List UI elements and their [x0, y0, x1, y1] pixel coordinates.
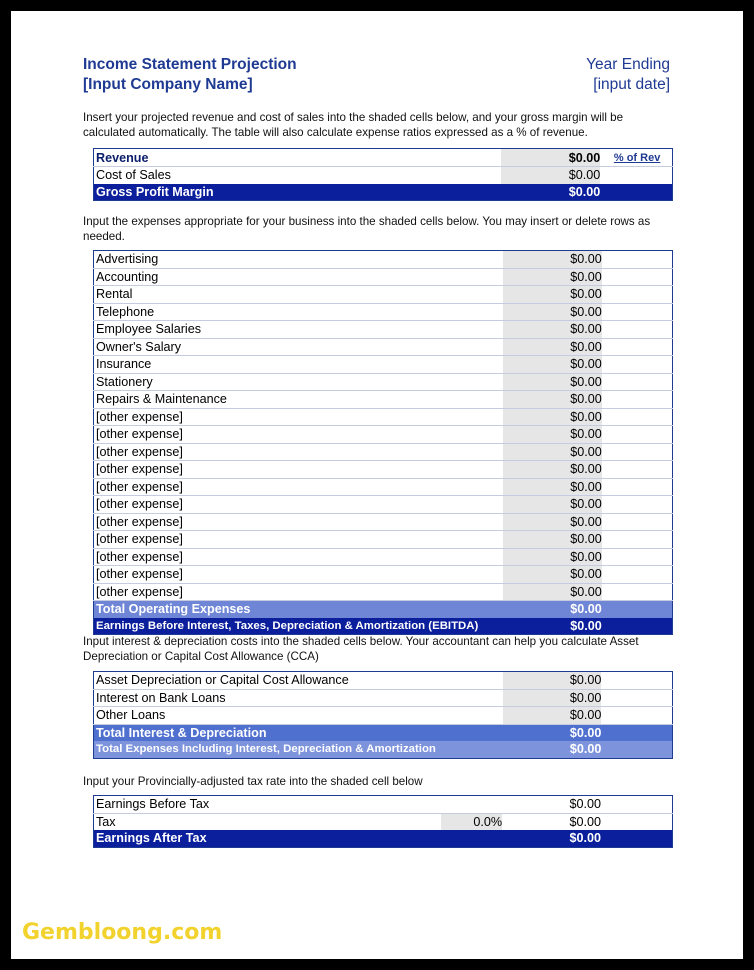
- expense-row: [94, 461, 673, 479]
- ebitda-pct: [602, 618, 673, 635]
- expense-label[interactable]: [other expense]: [94, 548, 504, 566]
- interest-item-pct: [601, 672, 672, 690]
- total-expenses-label: Total Expenses Including Interest, Depreciation & Amortization: [94, 741, 503, 758]
- revenue-value[interactable]: $0.00: [501, 149, 600, 167]
- earnings-before-tax-value: $0.00: [502, 796, 601, 814]
- total-expenses-value: $0.00: [503, 741, 602, 758]
- expense-row: [94, 496, 673, 514]
- pct-of-rev-link[interactable]: % of Rev: [613, 152, 661, 164]
- expense-value[interactable]: $0.00: [503, 391, 601, 409]
- cost-of-sales-pct: [600, 167, 672, 184]
- expense-pct: [602, 583, 673, 601]
- earnings-before-tax-pct: [601, 796, 672, 814]
- tax-pct: [601, 813, 672, 830]
- expense-pct: [602, 461, 673, 479]
- interest-item-value[interactable]: $0.00: [503, 689, 602, 707]
- expense-row: [94, 566, 673, 584]
- total-expenses-row: [94, 741, 673, 758]
- total-operating-expenses-pct: [602, 601, 673, 618]
- expense-label[interactable]: [other expense]: [94, 583, 504, 601]
- expense-row: [94, 286, 673, 304]
- expense-pct: [602, 391, 673, 409]
- interest-item-row: [94, 707, 673, 725]
- gross-profit-value: $0.00: [501, 184, 600, 201]
- expense-value[interactable]: $0.00: [503, 531, 601, 549]
- expense-row: [94, 338, 673, 356]
- expense-value[interactable]: $0.00: [503, 356, 601, 374]
- interest-item-value[interactable]: $0.00: [503, 707, 602, 725]
- tax-instructions: Input your Provincially-adjusted tax rate into the shaded cell below: [83, 775, 423, 788]
- expense-label[interactable]: Employee Salaries: [94, 321, 504, 339]
- total-interest-pct: [601, 724, 672, 741]
- expense-label[interactable]: [other expense]: [94, 426, 504, 444]
- expense-label[interactable]: Rental: [94, 286, 504, 304]
- total-interest-row: [94, 724, 673, 741]
- expenses-table: [93, 250, 673, 635]
- expense-pct: [602, 356, 673, 374]
- expense-value[interactable]: $0.00: [503, 583, 601, 601]
- revenue-label: Revenue: [94, 149, 501, 167]
- expense-value[interactable]: $0.00: [503, 373, 601, 391]
- cost-of-sales-value[interactable]: $0.00: [501, 167, 600, 184]
- interest-item-row: [94, 689, 673, 707]
- expense-value[interactable]: $0.00: [503, 268, 601, 286]
- cost-of-sales-row: [94, 167, 673, 184]
- expense-label[interactable]: [other expense]: [94, 566, 504, 584]
- earnings-after-tax-pct: [601, 830, 672, 847]
- interest-item-pct: [601, 707, 672, 725]
- interest-item-label[interactable]: Other Loans: [94, 707, 503, 725]
- total-interest-label: Total Interest & Depreciation: [94, 724, 503, 741]
- expense-row: [94, 583, 673, 601]
- expense-label[interactable]: [other expense]: [94, 478, 504, 496]
- revenue-row: [94, 149, 673, 167]
- earnings-after-tax-row: [94, 830, 673, 847]
- expense-pct: [602, 286, 673, 304]
- expense-row: [94, 303, 673, 321]
- tax-label: Tax: [96, 814, 116, 829]
- tax-row: [94, 813, 673, 830]
- revenue-table: [93, 148, 673, 201]
- total-operating-expenses-label: Total Operating Expenses: [94, 601, 504, 618]
- expense-pct: [602, 513, 673, 531]
- expense-label[interactable]: Repairs & Maintenance: [94, 391, 504, 409]
- year-block: [586, 55, 670, 95]
- expense-value[interactable]: $0.00: [503, 251, 601, 269]
- expense-label[interactable]: [other expense]: [94, 443, 504, 461]
- expense-value[interactable]: $0.00: [503, 478, 601, 496]
- expense-row: [94, 321, 673, 339]
- watermark-text: Gembloong.com: [22, 920, 223, 945]
- expense-pct: [602, 251, 673, 269]
- company-name[interactable]: [Input Company Name]: [83, 76, 253, 93]
- expense-pct: [602, 426, 673, 444]
- earnings-before-tax-spacer: [441, 796, 503, 814]
- expense-row: [94, 391, 673, 409]
- expense-value[interactable]: $0.00: [503, 286, 601, 304]
- ebitda-label: Earnings Before Interest, Taxes, Depreciation & Amortization (EBITDA): [94, 618, 504, 635]
- gross-profit-label: Gross Profit Margin: [94, 184, 501, 201]
- earnings-after-tax-value: $0.00: [502, 830, 601, 847]
- total-interest-value: $0.00: [503, 724, 602, 741]
- expense-pct: [602, 408, 673, 426]
- total-operating-expenses-row: [94, 601, 673, 618]
- expense-pct: [602, 303, 673, 321]
- interest-instructions: Input interest & depreciation costs into the shaded cells below. Your accountant can help you calculate Asset Depreciation or Capital Cost Allowance (CCA): [83, 635, 639, 663]
- interest-table: [93, 671, 673, 759]
- pct-of-rev-header: [600, 149, 672, 167]
- expense-row: [94, 426, 673, 444]
- expense-pct: [602, 373, 673, 391]
- expense-row: [94, 513, 673, 531]
- expense-value[interactable]: $0.00: [503, 426, 601, 444]
- expense-pct: [602, 566, 673, 584]
- expense-value[interactable]: $0.00: [503, 303, 601, 321]
- interest-item-row: [94, 672, 673, 690]
- expense-value[interactable]: $0.00: [503, 443, 601, 461]
- earnings-after-tax-label: Earnings After Tax: [94, 830, 441, 847]
- expense-value[interactable]: $0.00: [503, 408, 601, 426]
- expense-label[interactable]: [other expense]: [94, 461, 504, 479]
- expense-row: [94, 251, 673, 269]
- page-title: Income Statement Projection: [83, 56, 297, 73]
- expense-row: [94, 531, 673, 549]
- expense-label[interactable]: [other expense]: [94, 531, 504, 549]
- expense-pct: [602, 321, 673, 339]
- expense-value[interactable]: $0.00: [503, 321, 601, 339]
- expense-pct: [602, 496, 673, 514]
- expense-label[interactable]: Owner's Salary: [94, 338, 504, 356]
- year-ending-label: Year Ending: [586, 56, 670, 73]
- expense-row: [94, 548, 673, 566]
- expense-value[interactable]: $0.00: [503, 496, 601, 514]
- tax-table: [93, 795, 673, 848]
- expense-pct: [602, 531, 673, 549]
- title-block: [83, 55, 297, 95]
- interest-item-label[interactable]: Asset Depreciation or Capital Cost Allowance: [94, 672, 503, 690]
- total-expenses-pct: [601, 741, 672, 758]
- expense-row: [94, 373, 673, 391]
- expense-pct: [602, 548, 673, 566]
- expenses-instructions: Input the expenses appropriate for your business into the shaded cells below. You may insert or delete rows as needed.: [83, 215, 651, 243]
- expense-value[interactable]: $0.00: [503, 513, 601, 531]
- expense-label[interactable]: [other expense]: [94, 408, 504, 426]
- expense-value[interactable]: $0.00: [503, 461, 601, 479]
- ebitda-value: $0.00: [503, 618, 601, 635]
- revenue-instructions: Insert your projected revenue and cost of sales into the shaded cells below, and your gross margin will be calculated automatically. The table will also calculate expense ratios expressed as a % of revenue.: [83, 111, 624, 139]
- expense-row: [94, 443, 673, 461]
- expense-pct: [602, 443, 673, 461]
- expense-row: [94, 268, 673, 286]
- gross-profit-pct: [600, 184, 672, 201]
- gross-profit-row: [94, 184, 673, 201]
- year-ending-date[interactable]: [input date]: [593, 76, 670, 93]
- total-operating-expenses-value: $0.00: [503, 601, 601, 618]
- tax-value: $0.00: [569, 814, 602, 829]
- expense-label[interactable]: [other expense]: [94, 513, 504, 531]
- expense-label[interactable]: Accounting: [94, 268, 504, 286]
- document-page: [11, 11, 743, 959]
- expense-pct: [602, 478, 673, 496]
- expense-label[interactable]: Stationery: [94, 373, 504, 391]
- earnings-before-tax-row: [94, 796, 673, 814]
- expense-pct: [602, 268, 673, 286]
- expense-label[interactable]: Advertising: [94, 251, 504, 269]
- expense-row: [94, 356, 673, 374]
- expense-row: [94, 478, 673, 496]
- cost-of-sales-label: Cost of Sales: [96, 168, 171, 183]
- expense-value[interactable]: $0.00: [503, 548, 601, 566]
- interest-item-value[interactable]: $0.00: [503, 672, 602, 690]
- interest-item-label[interactable]: Interest on Bank Loans: [94, 689, 503, 707]
- expense-label[interactable]: [other expense]: [94, 496, 504, 514]
- expense-pct: [602, 338, 673, 356]
- expense-label[interactable]: Telephone: [94, 303, 504, 321]
- expense-row: [94, 408, 673, 426]
- ebitda-row: [94, 618, 673, 635]
- earnings-before-tax-label: Earnings Before Tax: [94, 796, 441, 814]
- expense-value[interactable]: $0.00: [503, 566, 601, 584]
- expense-label[interactable]: Insurance: [94, 356, 504, 374]
- interest-item-pct: [601, 689, 672, 707]
- earnings-after-tax-spacer: [441, 830, 503, 847]
- expense-value[interactable]: $0.00: [503, 338, 601, 356]
- tax-rate-input[interactable]: 0.0%: [441, 813, 503, 830]
